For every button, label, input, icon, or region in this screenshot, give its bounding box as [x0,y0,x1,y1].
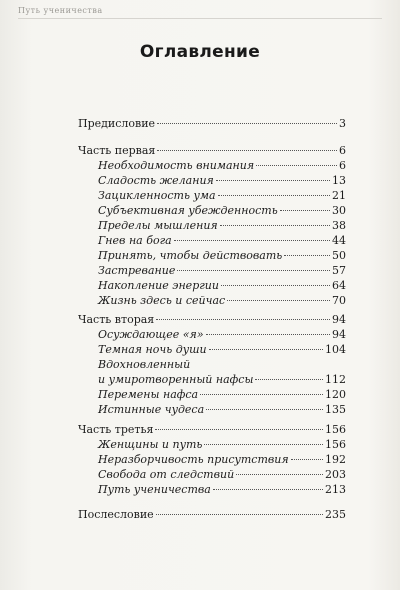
toc-page-number: 50 [332,249,346,262]
toc-entry-label: Часть вторая [78,313,155,326]
toc-entry-label: Путь ученичества [98,483,211,496]
toc-leader-dots [236,473,323,475]
toc-leader-dots [220,224,330,226]
toc-entry-label: Свобода от следствий [98,468,235,481]
toc-page-number: 38 [332,219,346,232]
running-head [18,6,382,19]
toc-entry-part3 [78,422,346,438]
toc-entry-label: Гнев на бога [98,234,172,247]
toc-leader-dots [284,254,330,256]
toc-entry [98,248,346,264]
toc-leader-dots [255,378,323,380]
toc-entry-label: Принять, чтобы действовать [98,249,283,262]
toc-leader-dots [216,179,330,181]
toc-entry-label: Темная ночь души [98,343,207,356]
toc-entry-label: Перемены нафса [98,388,199,401]
toc-entry-label: Осуждающее «я» [98,328,204,341]
toc-entry-label: Часть третья [78,423,154,436]
toc-page-number: 213 [325,483,346,496]
toc-entry-label: Необходимость внимания [98,159,255,172]
toc-entry-label: Предисловие [78,117,156,130]
toc-entry [98,327,346,343]
toc-entry [98,452,346,468]
toc-page-number: 57 [332,264,346,277]
toc-entry [98,372,346,388]
toc-leader-dots [156,513,323,515]
toc-leader-dots [280,209,330,211]
toc-entry-label: Женщины и путь [98,438,203,451]
toc-entry-label: Послесловие [78,508,154,521]
toc-leader-dots [157,149,337,151]
toc-entry [98,158,346,174]
page-title: Оглавление [139,42,261,62]
toc-entry [98,263,346,279]
toc-leader-dots [155,428,323,430]
toc-page-number: 64 [332,279,346,292]
toc-entry-line1 [98,357,346,373]
toc-entry-part2 [78,312,346,328]
toc-entry-label: Накопление энергии [98,279,219,292]
toc-entry-label: Зацикленность ума [98,189,216,202]
toc-leader-dots [174,239,330,241]
toc-page-number: 70 [332,294,346,307]
toc-page-number: 104 [325,343,346,356]
toc-entry [98,218,346,234]
toc-entry-label: Истинные чудеса [98,403,205,416]
toc-entry-label: Жизнь здесь и сейчас [98,294,226,307]
toc-page-number: 94 [332,313,346,326]
toc-entry-label: Часть первая [78,144,156,157]
toc-page-number: 156 [325,423,346,436]
toc-page-number: 44 [332,234,346,247]
toc-page-number: 112 [325,373,346,386]
toc-page-number: 30 [332,204,346,217]
toc-page-number: 203 [325,468,346,481]
toc-entry [98,402,346,418]
toc-page-number: 21 [332,189,346,202]
toc-leader-dots [213,488,323,490]
toc-entry-label: Субъективная убежденность [98,204,278,217]
toc-leader-dots [204,443,323,445]
toc-entry-label: Застревание [98,264,176,277]
toc-page-number: 120 [325,388,346,401]
toc-page-number: 6 [339,159,346,172]
toc-entry-label: Неразборчивость присутствия [98,453,289,466]
toc-entry [98,188,346,204]
toc-entry [98,203,346,219]
toc-leader-dots [206,408,323,410]
toc-leader-dots [177,269,330,271]
toc-entry [98,342,346,358]
toc-entry-label: Сладость желания [98,174,214,187]
toc-entry-preface [78,116,346,132]
toc-leader-dots [227,299,330,301]
toc-entry [98,278,346,294]
toc-leader-dots [291,458,323,460]
toc-entry [98,482,346,498]
toc-entry-label: и умиротворенный нафсы [98,373,254,386]
toc-page-number: 156 [325,438,346,451]
toc-leader-dots [156,318,330,320]
toc-leader-dots [221,284,330,286]
toc-leader-dots [206,333,330,335]
toc-page-number: 235 [325,508,346,521]
toc-page-number: 13 [332,174,346,187]
toc-entry [98,233,346,249]
toc-entry-afterword [78,507,346,523]
running-head-left: Путь ученичества [18,6,103,15]
toc-page-number: 192 [325,453,346,466]
toc-entry [98,467,346,483]
toc-entry-label: Пределы мышления [98,219,218,232]
toc-page-number: 3 [339,117,346,130]
toc-entry [98,437,346,453]
toc-leader-dots [157,122,337,124]
toc-leader-dots [200,393,323,395]
toc-leader-dots [218,194,330,196]
toc-leader-dots [256,164,337,166]
toc-entry [98,293,346,309]
toc-leader-dots [209,348,323,350]
toc-page-number: 94 [332,328,346,341]
toc-entry [98,387,346,403]
toc-entry-label: Вдохновленный [98,358,191,371]
toc-entry-part1 [78,143,346,159]
toc-entry [98,173,346,189]
toc-page-number: 6 [339,144,346,157]
toc-page-number: 135 [325,403,346,416]
